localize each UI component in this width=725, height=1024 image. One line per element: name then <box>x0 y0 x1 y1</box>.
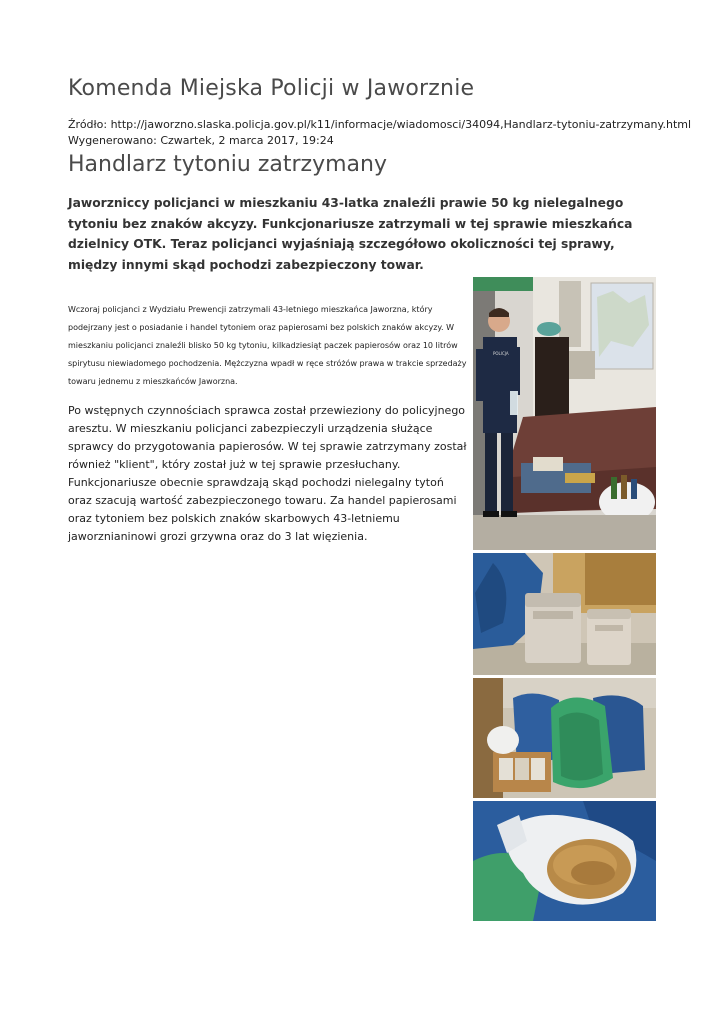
site-title: Komenda Miejska Policji w Jaworznie <box>68 76 475 101</box>
source-line: Źródło: http://jaworzno.slaska.policja.gov.pl/k11/informacje/wiadomosci/34094,Handlarz-tytoniu-zatrzymany.html <box>68 118 692 131</box>
photo-seized-bags <box>473 678 656 798</box>
document-meta <box>68 117 691 149</box>
generated-line: Wygenerowano: Czwartek, 2 marca 2017, 19:24 <box>68 134 334 147</box>
photo-tobacco-in-hand <box>473 801 656 921</box>
article-title: Handlarz tytoniu zatrzymany <box>68 152 387 177</box>
article-paragraph-1: Wczoraj policjanci z Wydziału Prewencji zatrzymali 43-letniego mieszkańca Jaworzna, który podejrzany jest o posiadanie i handel tytoniem oraz papierosami bez polskich znaków akcyzy. W mieszkaniu policjanci znaleźli blisko 50 kg tytoniu, kilkadziesiąt paczek papierosów oraz 10 litrów spirytusu niewiadomego pochodzenia. Mężczyzna wpadł w ręce stróżów prawa w trakcie sprzedaży towaru jednemu z mieszkańców Jaworzna. <box>68 305 467 386</box>
photo-seized-machines <box>473 553 656 675</box>
article-paragraph-2: Po wstępnych czynnościach sprawca został przewieziony do policyjnego aresztu. W mieszkaniu policjanci zabezpieczyli urządzenia służące sprawcy do przygotowania papierosów. W tej sprawie zatrzymany został również "klient", który został już w tej sprawie przesłuchany. Funkcjonariusze obecnie sprawdzają skąd pochodzi nielegalny tytoń oraz szacują wartość zabezpieczonego towaru. Za handel papierosami oraz tytoniem bez polskich znaków skarbowych 43-letniemu jaworznianinowi grozi grzywna oraz do 3 lat więzienia. <box>68 404 467 543</box>
article-lead: Jaworzniccy policjanci w mieszkaniu 43-latka znaleźli prawie 50 kg nielegalnego tytoniu bez znaków akcyzy. Funkcjonariusze zatrzymali w tej sprawie mieszkańca dzielnicy OTK. Teraz policjanci wyjaśniają szczegółowo okoliczności tej sprawy, między innymi skąd pochodzi zabezpieczony towar. <box>68 196 633 272</box>
photo-badge-text: POLICJA <box>493 351 509 356</box>
photo-officer-with-seized-goods <box>473 277 656 550</box>
